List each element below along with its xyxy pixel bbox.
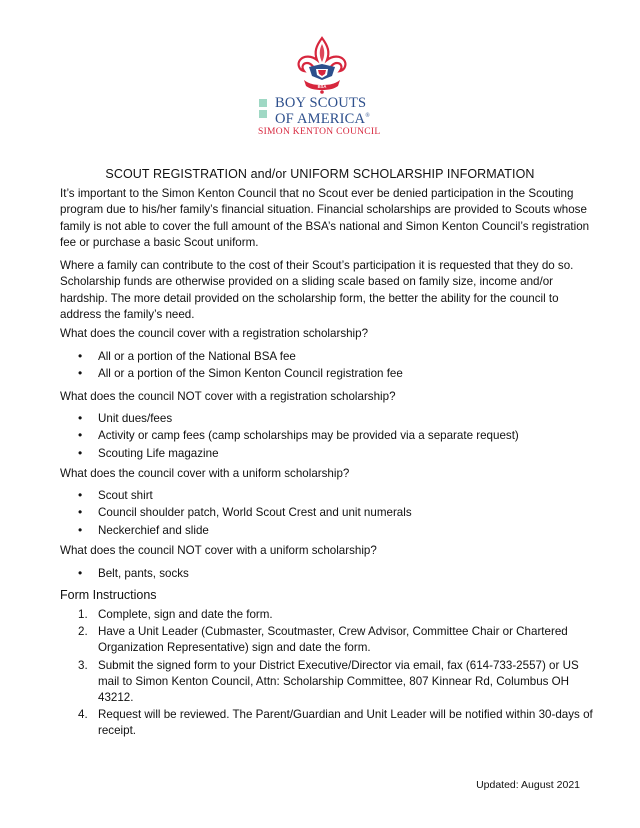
step-text: Submit the signed form to your District Executive/Director via email, fax (614-733-2557) or US mail to Simon Kenton Council, Attn: Scholarship Committee, 807 Kinnear Rd, Columbus OH 43212. bbox=[98, 658, 579, 705]
org-name-line2: OF AMERICA® bbox=[275, 110, 370, 127]
question-registration-not-covered: What does the council NOT cover with a registration scholarship? bbox=[60, 390, 396, 403]
instruction-step bbox=[78, 607, 598, 623]
step-number: 3. bbox=[78, 658, 88, 672]
list-item: • All or a portion of the National BSA fee bbox=[78, 348, 403, 365]
step-number: 1. bbox=[78, 608, 88, 621]
question-uniform-covered: What does the council cover with a uniform scholarship? bbox=[60, 467, 350, 480]
instruction-step bbox=[78, 658, 598, 707]
step-text: Have a Unit Leader (Cubmaster, Scoutmaster, Crew Advisor, Committee Chair or Chartered Organization Representative) sign and date the form. bbox=[98, 625, 568, 655]
step-number: 4. bbox=[78, 708, 88, 722]
intro-paragraph-1: It’s important to the Simon Kenton Council that no Scout ever be denied participation in the Scouting program due to his/her family’s financial situation. Financial scholarships are provided to Scouts whose family is not able to cover the full amount of the BSA’s national and Simon Kenton Council’s registration fee or purchase a basic Scout uniform. bbox=[60, 187, 590, 249]
step-text: Complete, sign and date the form. bbox=[98, 608, 273, 621]
list-item: • Belt, pants, socks bbox=[78, 565, 189, 582]
list-uniform-not-covered bbox=[78, 565, 189, 582]
list-item: • All or a portion of the Simon Kenton Council registration fee bbox=[78, 365, 403, 382]
fleur-de-lis-emblem-icon bbox=[294, 36, 350, 94]
list-item: • Scout shirt bbox=[78, 487, 412, 504]
step-number: 2. bbox=[78, 625, 88, 639]
question-registration-covered: What does the council cover with a registration scholarship? bbox=[60, 327, 369, 340]
list-registration-not-covered bbox=[78, 410, 519, 462]
question-uniform-not-covered: What does the council NOT cover with a uniform scholarship? bbox=[60, 544, 377, 557]
wordmark-squares bbox=[259, 99, 267, 121]
instruction-step bbox=[78, 707, 598, 739]
list-uniform-covered bbox=[78, 487, 412, 539]
council-name: SIMON KENTON COUNCIL bbox=[258, 127, 381, 137]
list-item: • Council shoulder patch, World Scout Crest and unit numerals bbox=[78, 504, 412, 521]
list-item: • Scouting Life magazine bbox=[78, 445, 519, 462]
step-text: Request will be reviewed. The Parent/Guardian and Unit Leader will be notified within 30-days of receipt. bbox=[98, 708, 593, 738]
list-item: • Neckerchief and slide bbox=[78, 522, 412, 539]
intro-paragraph-2: Where a family can contribute to the cost of their Scout’s participation it is requested that they do so. Scholarship funds are otherwise provided on a sliding scale based on family size, income and/or hardship. The more detail provided on the scholarship form, the better the ability for the council to address the family’s need. bbox=[60, 259, 574, 321]
instruction-step bbox=[78, 624, 598, 656]
registered-mark: ® bbox=[365, 113, 370, 119]
list-registration-covered bbox=[78, 348, 403, 383]
list-item: • Activity or camp fees (camp scholarships may be provided via a separate request) bbox=[78, 427, 519, 444]
form-instructions-list bbox=[78, 607, 598, 741]
page-title: SCOUT REGISTRATION and/or UNIFORM SCHOLARSHIP INFORMATION bbox=[105, 167, 535, 181]
updated-date: Updated: August 2021 bbox=[476, 779, 580, 791]
list-item: • Unit dues/fees bbox=[78, 410, 519, 427]
emblem-text: BSA bbox=[317, 84, 327, 90]
bsa-logo bbox=[258, 36, 388, 136]
org-name-line1: BOY SCOUTS bbox=[275, 95, 367, 111]
form-instructions-heading: Form Instructions bbox=[60, 588, 157, 602]
